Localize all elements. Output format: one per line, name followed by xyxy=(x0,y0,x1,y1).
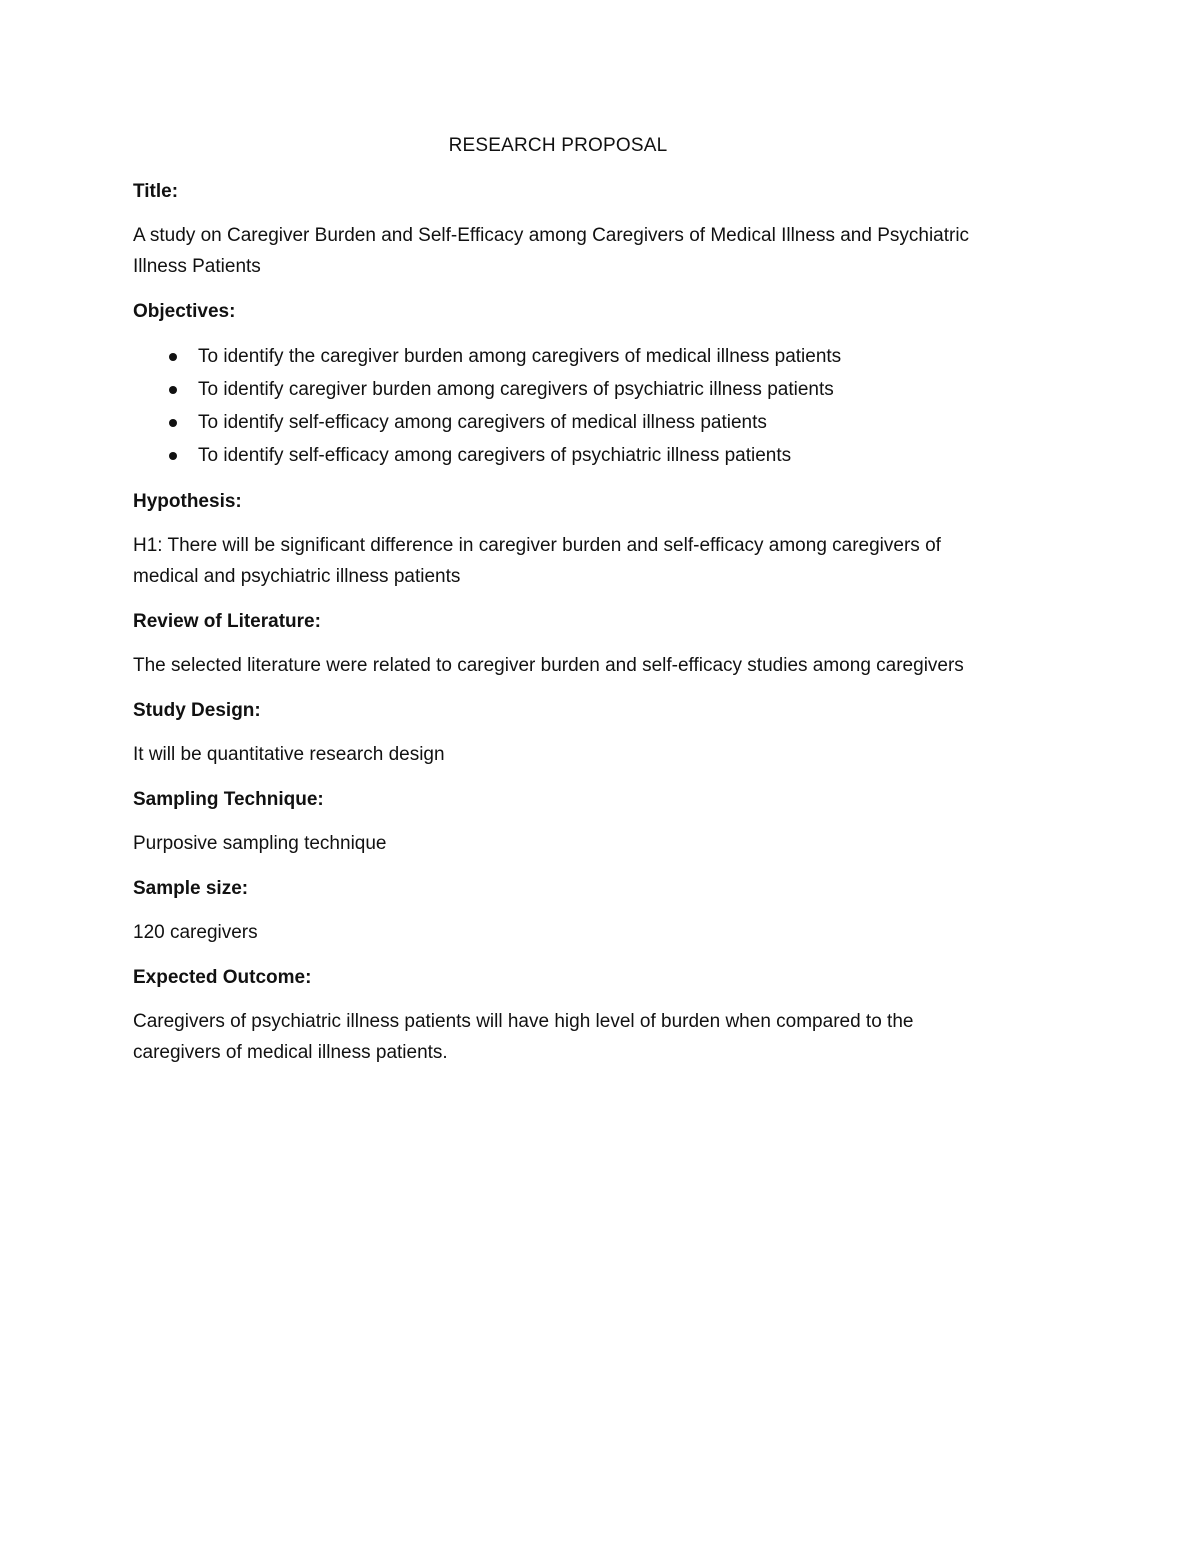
bullet-icon xyxy=(169,353,177,361)
bullet-icon xyxy=(169,386,177,394)
objective-text: To identify the caregiver burden among caregivers of medical illness patients xyxy=(198,346,842,367)
sample-size-text: 120 caregivers xyxy=(133,922,258,943)
bullet-icon xyxy=(169,452,177,460)
study-design-heading: Study Design: xyxy=(133,700,261,721)
objective-item xyxy=(133,340,973,373)
document-title: RESEARCH PROPOSAL xyxy=(448,135,668,156)
sample-size-heading: Sample size: xyxy=(133,878,249,899)
objective-item xyxy=(133,439,973,472)
expected-outcome-text: Caregivers of psychiatric illness patients will have high level of burden when compared to the caregivers of medical illness patients. xyxy=(133,1011,914,1063)
objective-text: To identify self-efficacy among caregivers of medical illness patients xyxy=(198,412,767,433)
objective-item xyxy=(133,406,973,439)
expected-outcome-heading: Expected Outcome: xyxy=(133,967,312,988)
objective-item xyxy=(133,373,973,406)
study-title-text: A study on Caregiver Burden and Self-Efficacy among Caregivers of Medical Illness and Psychiatric Illness Patients xyxy=(133,225,970,277)
study-design-text: It will be quantitative research design xyxy=(133,744,445,765)
hypothesis-heading: Hypothesis: xyxy=(133,491,242,512)
objective-text: To identify caregiver burden among caregivers of psychiatric illness patients xyxy=(198,379,834,400)
literature-heading: Review of Literature: xyxy=(133,611,321,632)
objective-text: To identify self-efficacy among caregivers of psychiatric illness patients xyxy=(198,445,792,466)
hypothesis-text: H1: There will be significant difference in caregiver burden and self-efficacy among caregivers of medical and psychiatric illness patients xyxy=(133,535,941,587)
objectives-list xyxy=(133,340,973,472)
objectives-heading: Objectives: xyxy=(133,301,236,322)
sampling-technique-text: Purposive sampling technique xyxy=(133,833,387,854)
document-content xyxy=(133,130,973,1082)
bullet-icon xyxy=(169,419,177,427)
title-heading: Title: xyxy=(133,181,179,202)
literature-text: The selected literature were related to caregiver burden and self-efficacy studies among caregivers xyxy=(133,655,964,676)
sampling-technique-heading: Sampling Technique: xyxy=(133,789,324,810)
